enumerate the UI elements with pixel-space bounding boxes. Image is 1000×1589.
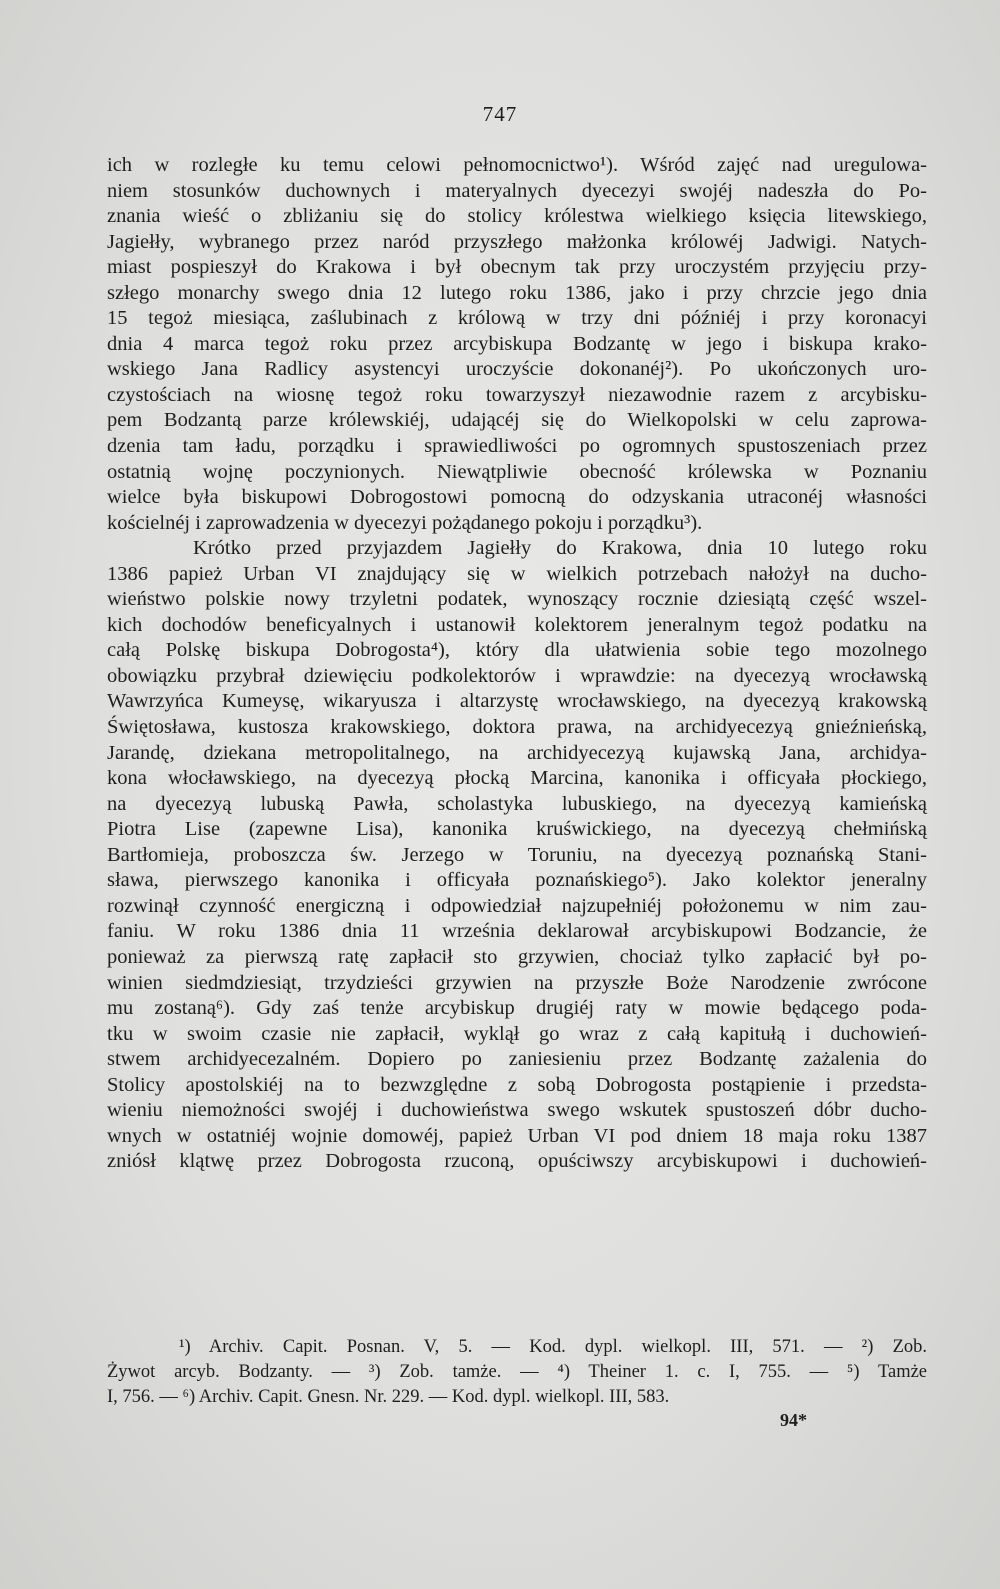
text-line: ponieważ za pierwszą ratę zapłacił sto grzywien, chociaż tylko zapłacić był po- — [107, 945, 927, 968]
text-line: Wawrzyńca Kumeysę, wikaryusza i altarzystę wrocławskiego, na dyecezyą krakowską — [107, 690, 927, 713]
text-line: wieniu niemożności swojéj i duchowieństwa swego wskutek spustoszeń dóbr ducho- — [107, 1099, 927, 1122]
text-line: wnych w ostatniéj wojnie domowéj, papież Urban VI pod dniem 18 maja roku 1387 — [107, 1124, 927, 1147]
text-line: Stolicy apostolskiéj na to bezwzględne z sobą Dobrogosta postąpienie i przedsta- — [107, 1073, 927, 1096]
printer-signature: 94* — [780, 1410, 807, 1430]
text-line: 15 tegoż miesiąca, zaślubinach z królową w trzy dni późniéj i przy koronacyi — [107, 307, 927, 330]
text-line: dzenia tam ładu, porządku i sprawiedliwości po ogromnych spustoszeniach przez — [107, 435, 927, 458]
paragraph-start-line: Krótko przed przyjazdem Jagiełły do Krakowa, dnia 10 lutego roku — [193, 537, 927, 560]
text-line: Piotra Lise (zapewne Lisa), kanonika kruświckiego, na dyecezyą chełmińską — [107, 818, 927, 841]
text-line: zniósł klątwę przez Dobrogosta rzuconą, opuściwszy arcybiskupowi i duchowień- — [107, 1150, 927, 1173]
text-line: szłego monarchy swego dnia 12 lutego roku 1386, jako i przy chrzcie jego dnia — [107, 281, 927, 304]
text-line: wielce była biskupowi Dobrogostowi pomocną do odzyskania utraconéj własności — [107, 486, 927, 509]
footnote-line: ¹) Archiv. Capit. Posnan. V, 5. — Kod. dypl. wielkopl. III, 571. — ²) Zob. — [179, 1337, 927, 1357]
text-line: ostatnią wojnę poczynionych. Niewątpliwie obecność królewska w Poznaniu — [107, 460, 927, 483]
text-line: mu zostaną⁶). Gdy zaś tenże arcybiskup drugiéj raty w mowie będącego poda- — [107, 997, 927, 1020]
text-line: miast pospieszył do Krakowa i był obecnym tak przy uroczystém przyjęciu przy- — [107, 256, 927, 279]
text-line: ich w rozległe ku temu celowi pełnomocnictwo¹). Wśród zajęć nad uregulowa- — [107, 154, 927, 176]
page-number: 747 — [482, 102, 518, 126]
text-line: tku w swoim czasie nie zapłacił, wyklął go wraz z całą kapitułą i duchowień- — [107, 1022, 927, 1045]
text-line: wskiego Jana Radlicy asystencyi uroczyście dokonanéj²). Po ukończonych uro- — [107, 358, 927, 381]
text-line: Bartłomieja, proboszcza św. Jerzego w Toruniu, na dyecezyą poznańską Stani- — [107, 843, 927, 866]
text-line: czystościach na wiosnę tegoż roku towarzyszył niezawodnie razem z arcybisku- — [107, 383, 927, 406]
footnote-line: I, 756. — ⁶) Archiv. Capit. Gnesn. Nr. 229. — Kod. dypl. wielkopl. III, 583. — [107, 1387, 670, 1407]
footnotes — [107, 1335, 927, 1410]
text-line: niem stosunków duchownych i materyalnych dyecezyi swojéj nadeszła do Po- — [107, 179, 927, 202]
text-line: pem Bodzantą parze królewskiéj, udającéj się do Wielkopolski w celu zaprowa- — [107, 409, 927, 432]
text-line: kich dochodów beneficyalnych i ustanowił kolektorem jeneralnym tegoż podatku na — [107, 613, 927, 636]
text-line: rozwinął czynność energiczną i odpowiedział najzupełniéj położonemu w nim zau- — [107, 894, 927, 917]
text-line: Jarandę, dziekana metropolitalnego, na archidyecezyą kujawską Jana, archidya- — [107, 741, 927, 764]
text-line: dnia 4 marca tegoż roku przez arcybiskupa Bodzantę w jego i biskupa krako- — [107, 332, 927, 355]
text-line: Jagiełły, wybranego przez naród przyszłego małżonka królowéj Jadwigi. Natych- — [107, 230, 927, 253]
paragraph-end-line: kościelnéj i zaprowadzenia w dyecezyi pożądanego pokoju i porządku³). — [107, 511, 703, 534]
text-line: wieństwo polskie nowy trzyletni podatek, wynoszący rocznie dziesiątą część wszel- — [107, 588, 927, 611]
text-line: kona włocławskiego, na dyecezyą płocką Marcina, kanonika i officyała płockiego, — [107, 767, 927, 790]
text-line: 1386 papież Urban VI znajdujący się w wielkich potrzebach nałożył na ducho- — [107, 562, 927, 585]
text-line: winien siedmdziesiąt, trzydzieści grzywien na przyszłe Boże Narodzenie zwrócone — [107, 971, 927, 994]
text-line: Świętosława, kustosza krakowskiego, doktora prawa, na archidyecezyą gnieźnieńską, — [107, 716, 927, 739]
text-line: faniu. W roku 1386 dnia 11 września deklarował arcybiskupowi Bodzancie, że — [107, 920, 927, 943]
body-text — [107, 153, 927, 1175]
text-line: całą Polskę biskupa Dobrogosta⁴), który dla ułatwienia sobie tego mozolnego — [107, 639, 927, 662]
text-line: obowiązku przybrał dziewięciu podkolektorów i wprawdzie: na dyecezyą wrocławską — [107, 664, 927, 687]
text-line: stwem archidyecezalném. Dopiero po zaniesieniu przez Bodzantę zażalenia do — [107, 1048, 927, 1071]
text-line: sława, pierwszego kanonika i officyała poznańskiego⁵). Jako kolektor jeneralny — [107, 869, 927, 892]
text-line: znania wieść o zbliżaniu się do stolicy królestwa wielkiego księcia litewskiego, — [107, 205, 927, 228]
footnote-line: Żywot arcyb. Bodzanty. — ³) Zob. tamże. — ⁴) Theiner 1. c. I, 755. — ⁵) Tamże — [107, 1362, 927, 1382]
text-line: na dyecezyą lubuską Pawła, scholastyka lubuskiego, na dyecezyą kamieńską — [107, 792, 927, 815]
